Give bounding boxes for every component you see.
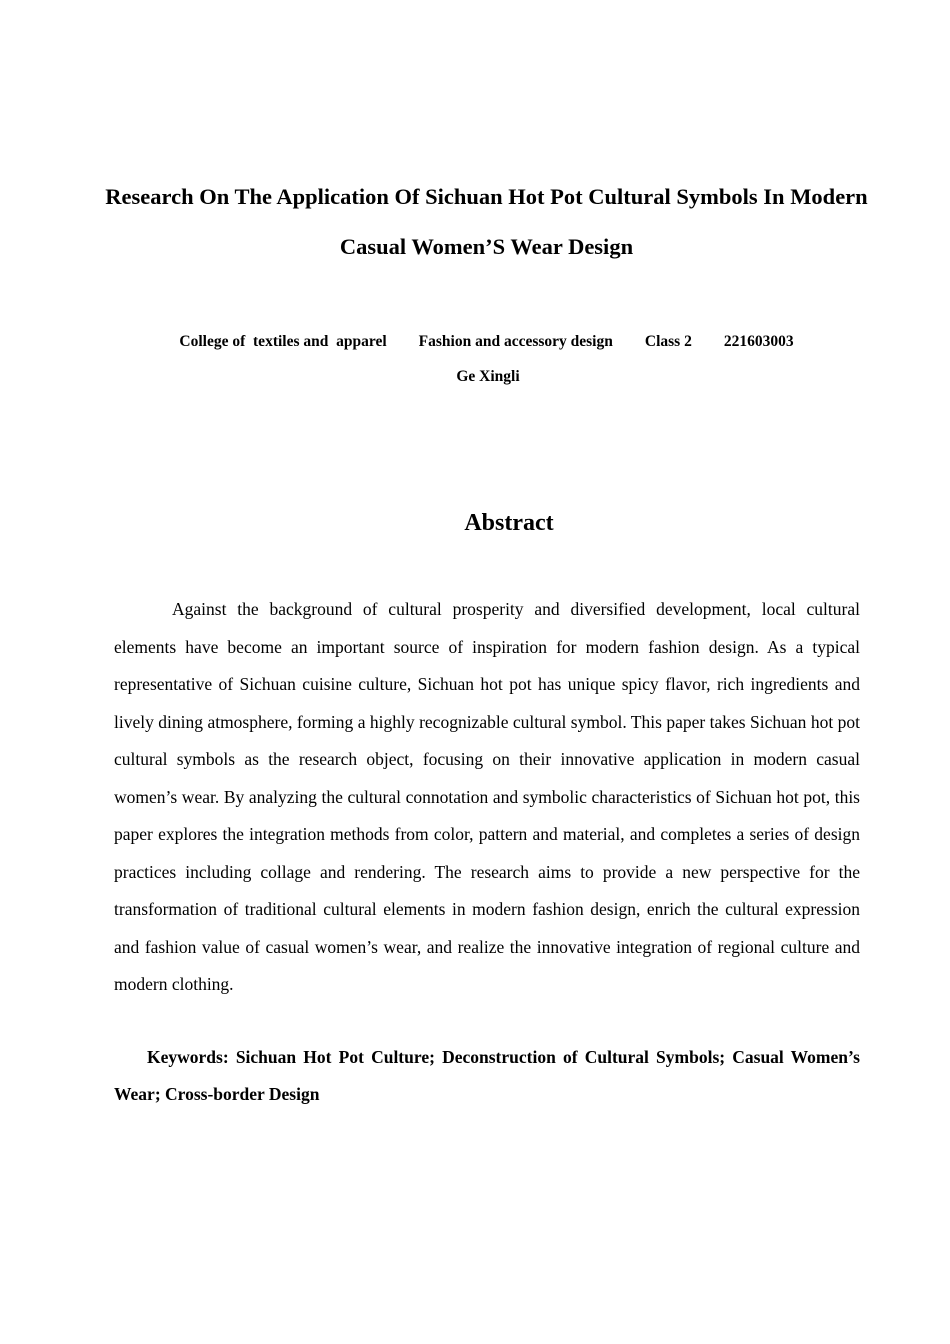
keywords-paragraph: Keywords: Sichuan Hot Pot Culture; Deconstruction of Cultural Symbols; Casual Women’s Wear; Cross-border Design [114,1047,860,1104]
college-name: College of textiles and apparel [179,333,387,350]
class-name: Class 2 [644,333,692,350]
abstract-heading: Abstract [464,510,554,536]
author-info-line [100,331,873,353]
major-name: Fashion and accessory design [418,333,613,350]
abstract-body: Against the background of cultural prosperity and diversified development, local cultural elements have become an important source of inspiration for modern fashion design. As a typical representative of Sichuan cuisine culture, Sichuan hot pot has unique spicy flavor, rich ingredients and lively dining atmosphere, forming a highly recognizable cultural symbol. This paper takes Sichuan hot pot cultural symbols as the research object, focusing on their innovative application in modern casual women’s wear. By analyzing the cultural connotation and symbolic characteristics of Sichuan hot pot, this paper explores the integration methods from color, pattern and material, and completes a series of design practices including collage and rendering. The research aims to provide a new perspective for the transformation of traditional cultural elements in modern fashion design, enrich the cultural expression and fashion value of casual women’s wear, and realize the innovative integration of regional culture and modern clothing. [114,599,860,994]
author-name: Ge Xingli [456,368,520,385]
paper-title: Research On The Application Of Sichuan Hot Pot Cultural Symbols In Modern Casual Women’S Wear Design [105,184,868,259]
student-id: 221603003 [723,333,794,350]
